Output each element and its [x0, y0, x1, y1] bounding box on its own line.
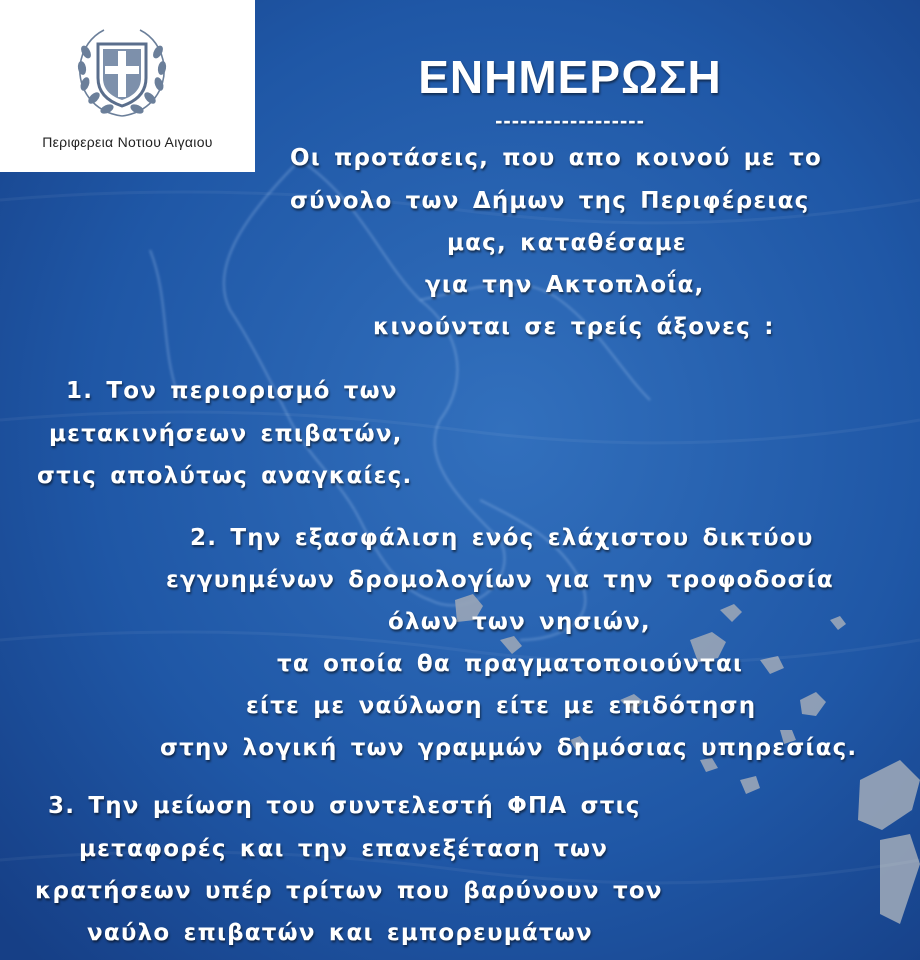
organization-name: Περιφερεια Νοτιου Αιγαιου: [42, 134, 213, 150]
intro-line: Οι προτάσεις, που απο κοινού με το: [290, 145, 822, 171]
point-1-line: μετακινήσεων επιβατών,: [49, 421, 403, 447]
logo-panel: [0, 0, 255, 172]
point-2-line: 2. Την εξασφάλιση ενός ελάχιστου δικτύου: [190, 525, 814, 551]
point-1-line: στις απολύτως αναγκαίες.: [37, 463, 413, 489]
point-2-line: τα οποία θα πραγματοποιούνται: [277, 651, 744, 677]
point-1-line: 1. Τον περιορισμό των: [66, 378, 398, 404]
point-3-line: μεταφορές και την επανεξέταση των: [79, 836, 609, 862]
point-3-line: ναύλο επιβατών και εμπορευμάτων: [87, 920, 593, 946]
intro-line: κινούνται σε τρείς άξονες :: [373, 314, 775, 340]
point-2-line: εγγυημένων δρομολογίων για την τροφοδοσία: [166, 567, 834, 593]
point-2-line: όλων των νησιών,: [388, 609, 651, 635]
intro-line: σύνολο των Δήμων της Περιφέρειας: [290, 188, 810, 214]
page-title: ΕΝΗΜΕΡΩΣΗ: [418, 51, 722, 103]
point-2-line: στην λογική των γραμμών δημόσιας υπηρεσίας.: [160, 735, 858, 761]
point-2-line: είτε με ναύλωση είτε με επιδότηση: [246, 693, 757, 719]
point-3-line: 3. Την μείωση του συντελεστή ΦΠΑ στις: [48, 793, 641, 819]
point-3-line: κρατήσεων υπέρ τρίτων που βαρύνουν τον: [35, 878, 663, 904]
title-divider: ------------------: [495, 108, 645, 133]
greek-coat-of-arms-icon: [72, 22, 172, 122]
intro-line: για την Ακτοπλοΐα,: [425, 272, 705, 298]
intro-line: μας, καταθέσαμε: [447, 230, 687, 256]
